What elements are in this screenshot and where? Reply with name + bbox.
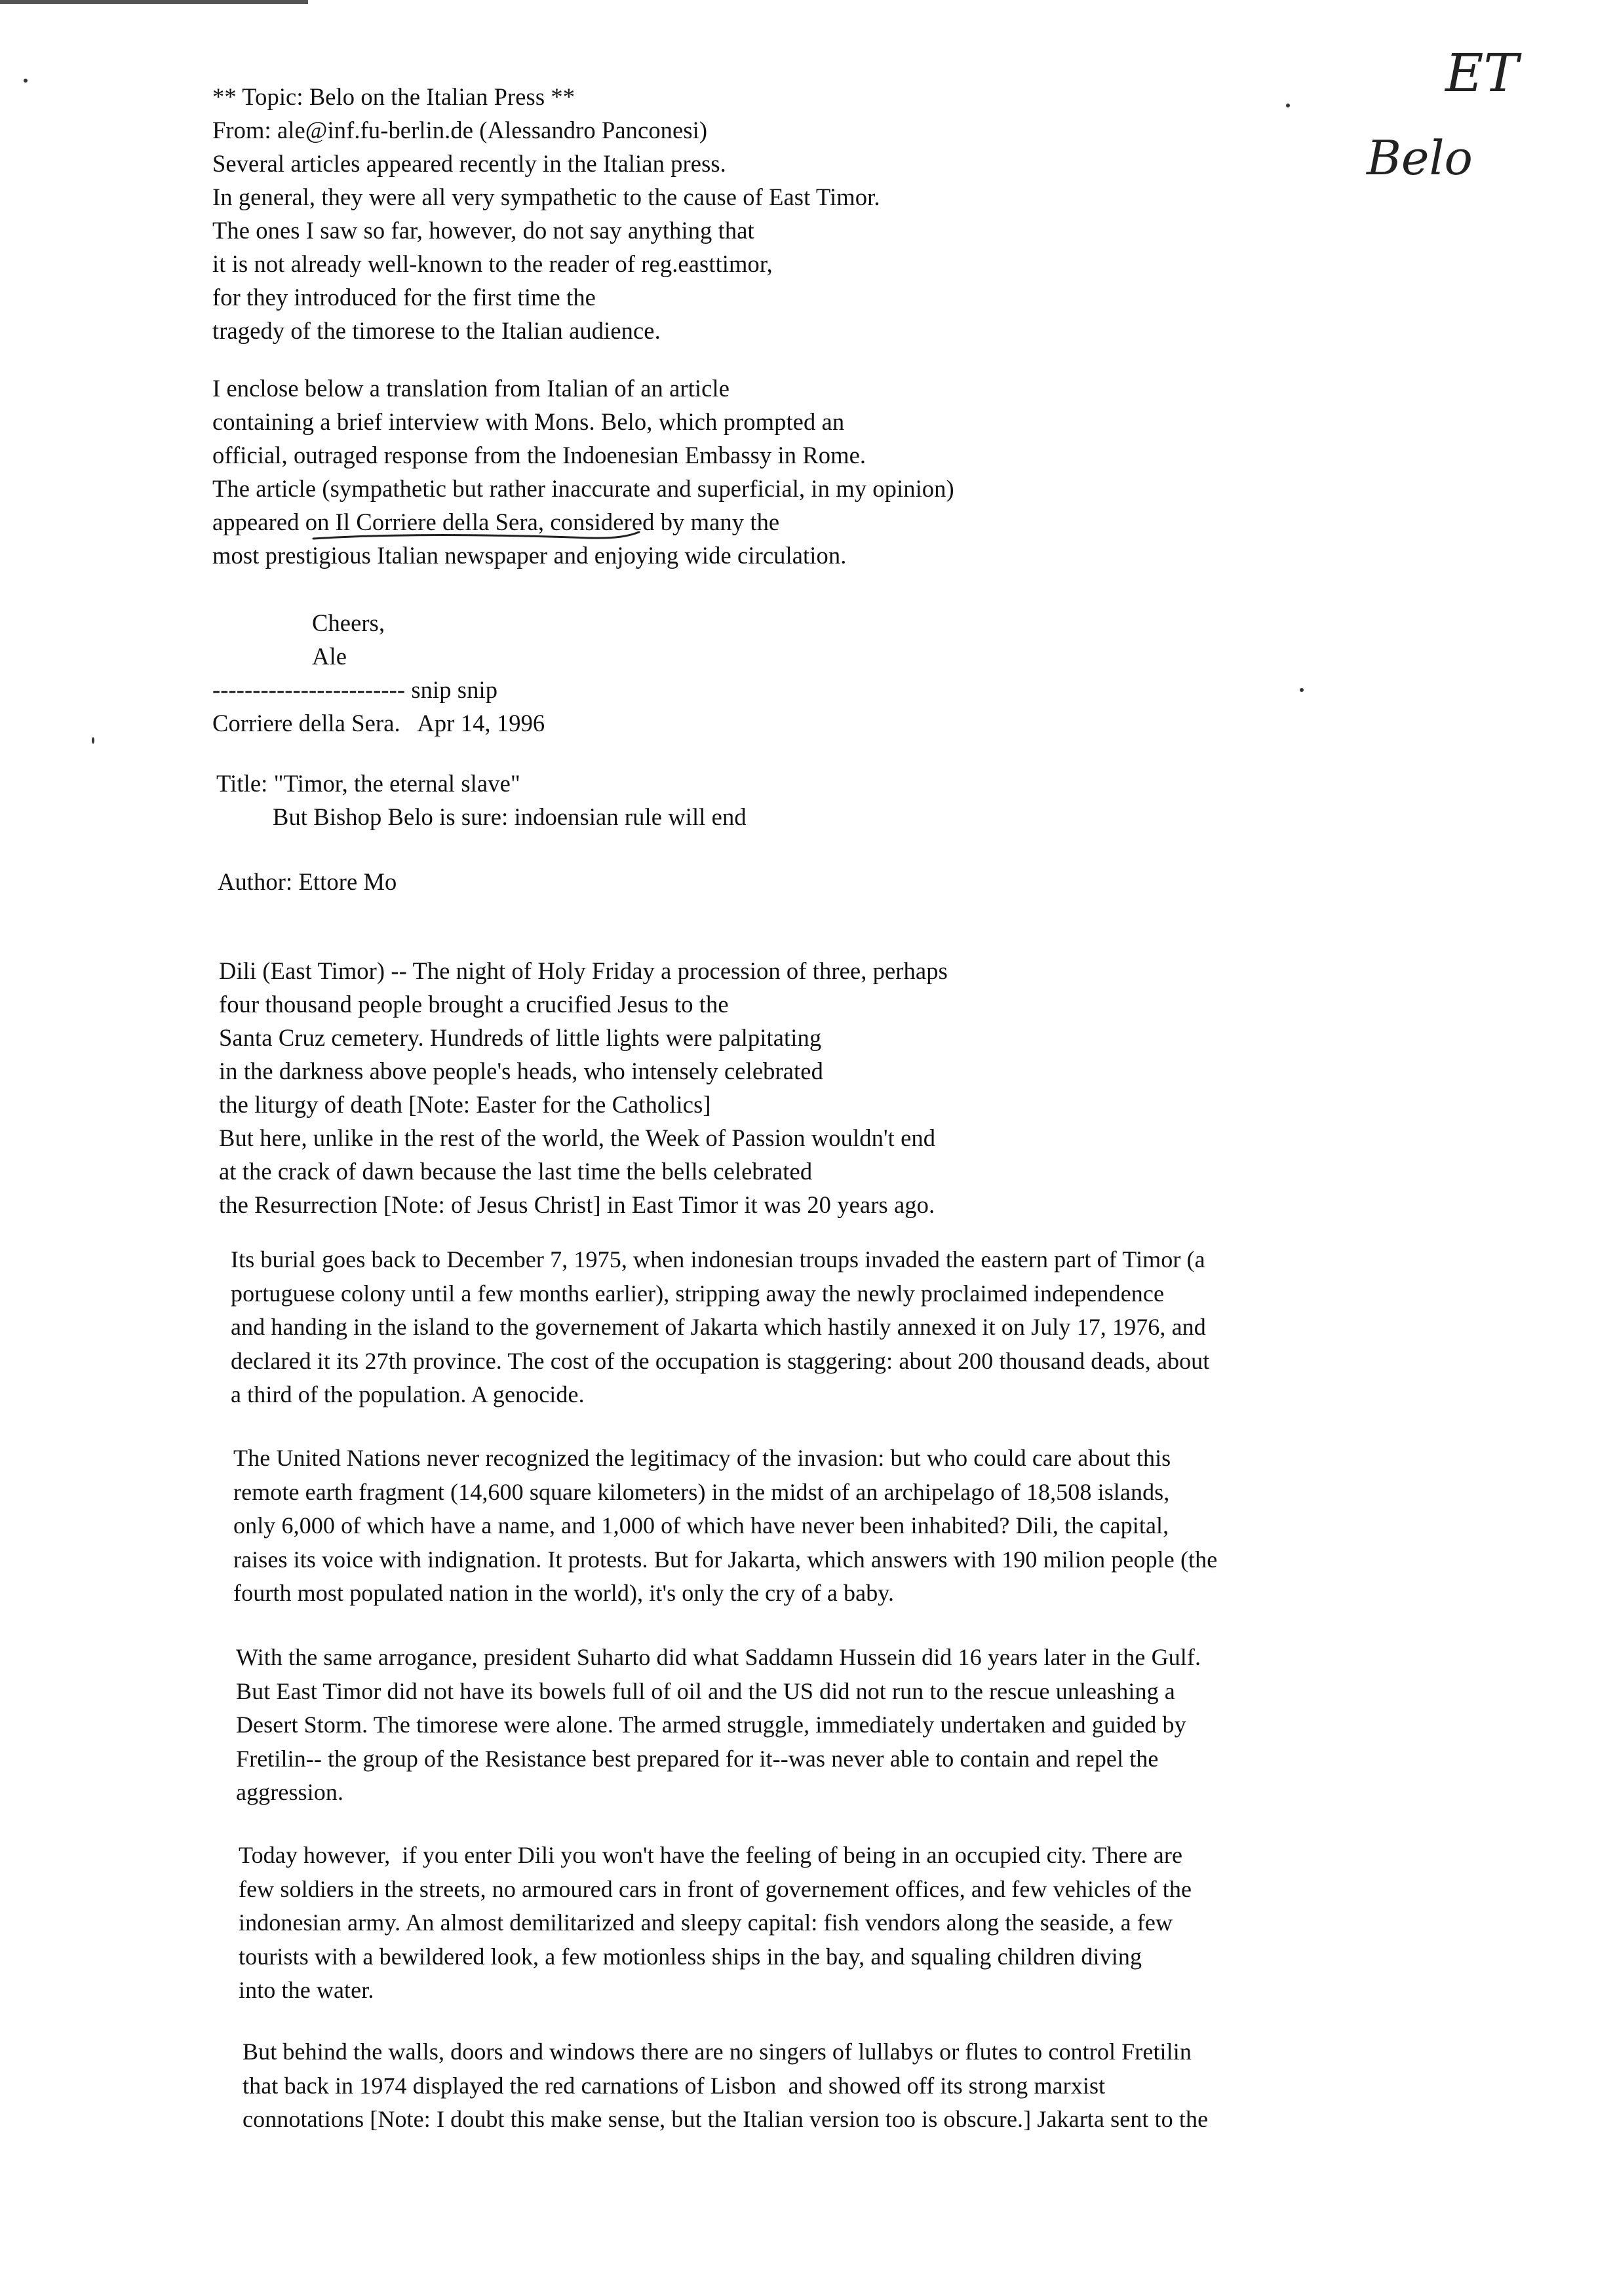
handwritten-note-bottom: Belo [1367, 130, 1473, 185]
article-line: Its burial goes back to December 7, 1975, when indonesian troups invaded the eastern part of Timor (a [231, 1246, 1205, 1272]
article-line: Desert Storm. The timorese were alone. The armed struggle, immediately undertaken and guided by [236, 1712, 1186, 1738]
enclose-line: containing a brief interview with Mons. Belo, which prompted an [212, 408, 845, 435]
signature-name: Ale [312, 643, 347, 670]
article-line: The United Nations never recognized the legitimacy of the invasion: but who could care about this [233, 1445, 1171, 1471]
enclose-line: most prestigious Italian newspaper and enjoying wide circulation. [212, 542, 847, 569]
cheers-line: Cheers, [312, 609, 385, 636]
article-line: raises its voice with indignation. It protests. But for Jakarta, which answers with 190 milion people (the [233, 1546, 1218, 1573]
article-line: few soldiers in the streets, no armoured cars in front of governement offices, and few vehicles of the [239, 1875, 1192, 1902]
handwritten-note-top: ET [1445, 43, 1519, 104]
article-line: at the crack of dawn because the last time the bells celebrated [219, 1158, 813, 1185]
article-opening [219, 954, 1399, 1221]
article-line: declared it its 27th province. The cost of the occupation is staggering: about 200 thousand deads, about [231, 1347, 1210, 1374]
snip-line: ------------------------ snip snip [212, 676, 498, 703]
article-title-block [216, 767, 1396, 833]
article-line: aggression. [236, 1779, 344, 1805]
article-line: that back in 1974 displayed the red carnations of Lisbon and showed off its strong marxist [243, 2072, 1106, 2099]
article-paragraph [233, 1442, 1413, 1611]
article-paragraph [243, 2035, 1422, 2137]
intro-line: it is not already well-known to the reader of reg.easttimor, [212, 250, 773, 277]
article-line: only 6,000 of which have a name, and 1,000 of which have never been inhabited? Dili, the capital, [233, 1512, 1169, 1539]
article-paragraph [239, 1839, 1418, 2008]
enclose-line: official, outraged response from the Indoenesian Embassy in Rome. [212, 442, 866, 469]
article-paragraph [236, 1641, 1416, 1810]
source-line: Corriere della Sera. Apr 14, 1996 [212, 710, 545, 737]
intro-line: tragedy of the timorese to the Italian audience. [212, 317, 661, 344]
article-line: the liturgy of death [Note: Easter for the Catholics] [219, 1091, 711, 1118]
article-line: But behind the walls, doors and windows there are no singers of lullabys or flutes to control Fretilin [243, 2038, 1192, 2065]
article-line: into the water. [239, 1977, 374, 2003]
from-line: From: ale@inf.fu-berlin.de (Alessandro Panconesi) [212, 117, 708, 144]
intro-line: In general, they were all very sympathetic to the cause of East Timor. [212, 183, 880, 210]
article-line: the Resurrection [Note: of Jesus Christ] in East Timor it was 20 years ago. [219, 1191, 935, 1218]
article-line: remote earth fragment (14,600 square kilometers) in the midst of an archipelago of 18,508 islands, [233, 1478, 1170, 1505]
article-line: tourists with a bewildered look, a few motionless ships in the bay, and squaling children diving [239, 1943, 1142, 1970]
article-line: Today however, if you enter Dili you won't have the feeling of being in an occupied city. There are [239, 1842, 1183, 1868]
author-block [218, 865, 1397, 898]
enclose-line: The article (sympathetic but rather inaccurate and superficial, in my opinion) [212, 475, 954, 502]
article-line: four thousand people brought a crucified Jesus to the [219, 991, 729, 1018]
article-line: indonesian army. An almost demilitarized and sleepy capital: fish vendors along the seaside, a few [239, 1909, 1173, 1936]
intro-line: for they introduced for the first time the [212, 284, 596, 311]
intro-line: Several articles appeared recently in the Italian press. [212, 150, 726, 177]
article-line: connotations [Note: I doubt this make sense, but the Italian version too is obscure.] Jakarta sent to the [243, 2106, 1209, 2132]
author-line: Author: Ettore Mo [218, 868, 397, 895]
article-line: portuguese colony until a few months earlier), stripping away the newly proclaimed independence [231, 1280, 1165, 1307]
article-line: a third of the population. A genocide. [231, 1381, 585, 1407]
article-line: Fretilin-- the group of the Resistance best prepared for it--was never able to contain and repel the [236, 1745, 1159, 1772]
article-line: With the same arrogance, president Suharto did what Saddamn Hussein did 16 years later in the Gulf. [236, 1644, 1201, 1670]
article-paragraph [231, 1243, 1411, 1412]
article-line: fourth most populated nation in the world), it's only the cry of a baby. [233, 1580, 895, 1606]
intro-line: The ones I saw so far, however, do not say anything that [212, 217, 754, 244]
title-line: Title: "Timor, the eternal slave" [216, 770, 520, 797]
article-line: But here, unlike in the rest of the world, the Week of Passion wouldn't end [219, 1124, 936, 1151]
enclose-line: appeared on Il Corriere della Sera, considered by many the [212, 508, 780, 535]
article-line: But East Timor did not have its bowels full of oil and the US did not run to the rescue unleashing a [236, 1677, 1175, 1704]
article-line: and handing in the island to the governement of Jakarta which hastily annexed it on July 17, 1976, and [231, 1314, 1206, 1340]
subtitle-line: But Bishop Belo is sure: indoensian rule will end [273, 803, 747, 830]
article-line: Santa Cruz cemetery. Hundreds of little lights were palpitating [219, 1024, 822, 1051]
article-line: Dili (East Timor) -- The night of Holy Friday a procession of three, perhaps [219, 957, 948, 984]
topic-line: ** Topic: Belo on the Italian Press ** [212, 83, 575, 110]
article-line: in the darkness above people's heads, who intensely celebrated [219, 1058, 823, 1084]
signoff [212, 606, 1392, 740]
enclose-line: I enclose below a translation from Italian of an article [212, 375, 730, 402]
